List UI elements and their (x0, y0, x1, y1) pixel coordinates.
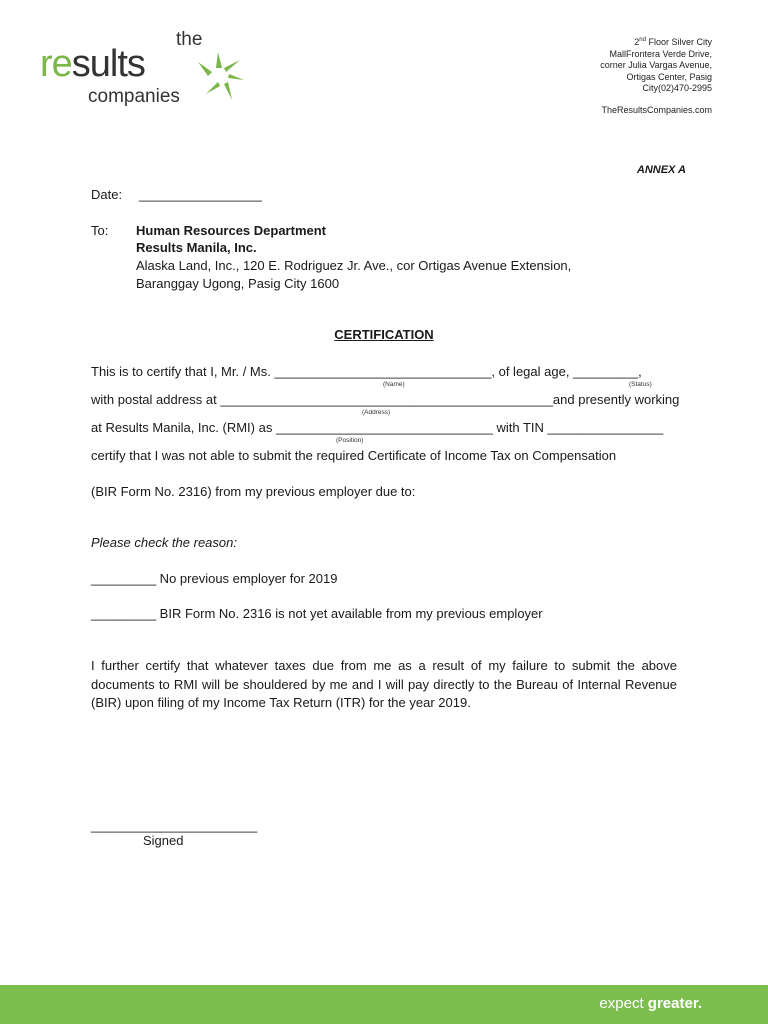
logo-re: re (40, 43, 72, 85)
document-title: CERTIFICATION (334, 327, 434, 342)
address-line-1: 2nd Floor Silver City (634, 37, 712, 47)
logo-companies: companies (88, 86, 180, 107)
check-instruction: Please check the reason: (91, 535, 237, 550)
address-line-2: MallFrontera Verde Drive, (609, 48, 712, 59)
body-line-4: certify that I was not able to submit the required Certificate of Income Tax on Compensation (91, 448, 617, 463)
body-line-3: at Results Manila, Inc. (RMI) as ______________________________ with TIN ________________ (91, 420, 664, 435)
date-blank: _________________ (139, 187, 262, 202)
to-company: Results Manila, Inc. (136, 240, 257, 255)
signature-label: Signed (143, 833, 184, 848)
address-caption: (Address) (362, 409, 391, 416)
company-address (512, 35, 712, 95)
address-line-5: City(02)470-2995 (642, 83, 712, 93)
logo-burst-icon (196, 50, 246, 102)
to-label: To: (91, 223, 109, 238)
further-certification-paragraph: I further certify that whatever taxes due from me as a result of my failure to submit the above documents to RMI will be shouldered by me and I will pay directly to the Bureau of Internal Revenue (BIR) upon filing of my Income Tax Return (ITR) for the year 2019. (91, 658, 677, 710)
reason-option-2: _________ BIR Form No. 2316 is not yet available from my previous employer (91, 606, 543, 621)
body-line-1: This is to certify that I, Mr. / Ms. ______________________________, of legal age, _________, (91, 364, 642, 379)
to-address-line-1: Alaska Land, Inc., 120 E. Rodriguez Jr. Ave., cor Ortigas Avenue Extension, (136, 258, 572, 273)
footer-greater: greater. (647, 995, 702, 1012)
signature-line: _______________________ (91, 818, 258, 833)
status-caption: (Status) (629, 381, 652, 388)
company-website: TheResultsCompanies.com (601, 105, 712, 115)
footer-tagline (599, 995, 702, 1012)
address-line-3: corner Julia Vargas Avenue, (600, 60, 712, 70)
position-caption: (Position) (336, 437, 364, 444)
logo-the: the (176, 29, 203, 50)
to-address-line-2: Baranggay Ugong, Pasig City 1600 (136, 276, 340, 291)
reason-option-1: _________ No previous employer for 2019 (91, 571, 338, 586)
address-line-4: Ortigas Center, Pasig (626, 71, 712, 82)
name-caption: (Name) (383, 381, 405, 388)
body-line-5: (BIR Form No. 2316) from my previous employer due to: (91, 484, 416, 499)
logo-results (40, 45, 145, 83)
logo-sults: sults (71, 43, 145, 85)
annex-label: ANNEX A (636, 164, 686, 176)
to-department: Human Resources Department (136, 223, 326, 238)
date-label: Date: (91, 187, 123, 202)
body-line-2: with postal address at ______________________________________________and presently working (91, 392, 680, 407)
footer-expect: expect (599, 995, 648, 1012)
